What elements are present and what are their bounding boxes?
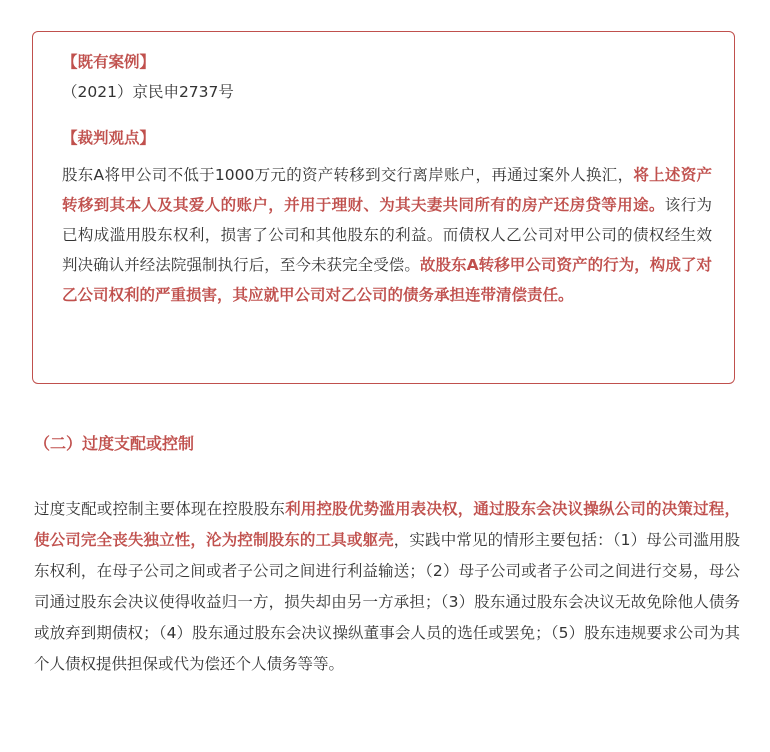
case-box <box>32 31 735 384</box>
ruling-highlight: 将上述资产转移到其本人及其爱人的账户，并用于理财、为其夫妻共同所有的房产还房贷等用途。 <box>62 166 712 214</box>
paragraph-text: ，实践中常见的情形主要包括：（1）母公司滥用股东权利，在母子公司之间或者子公司之间进行利益输送；（2）母子公司或者子公司之间进行交易，母公司通过股东会决议使得收益归一方，损失却由另一方承担；（3）股东通过股东会决议无故免除他人债务或放弃到期债权；（4）股东通过股东会决议操纵董事会人员的选任或罢免；（5）股东违规要求公司为其个人债权提供担保或代为偿还个人债务等等。 <box>34 531 740 673</box>
paragraph-highlight: 利用控股优势滥用表决权，通过股东会决议操纵公司的决策过程，使公司完全丧失独立性，沦为控制股东的工具或躯壳 <box>34 500 740 549</box>
section-paragraph <box>34 494 740 680</box>
ruling-highlight: 故股东A转移甲公司资产的行为，构成了对乙公司权利的严重损害，其应就甲公司对乙公司的债务承担连带清偿责任。 <box>62 256 712 304</box>
case-number: （2021）京民申2737号 <box>62 83 234 101</box>
ruling-text: 该行为已构成滥用股东权利，损害了公司和其他股东的利益。而债权人乙公司对甲公司的债权经生效判决确认并经法院强制执行后，至今未获完全受偿。 <box>62 196 712 274</box>
existing-case-heading: 【既有案例】 <box>62 53 156 71</box>
section-heading: （二）过度支配或控制 <box>34 434 195 453</box>
ruling-text: 股东A将甲公司不低于1000万元的资产转移到交行离岸账户，再通过案外人换汇， <box>62 166 634 184</box>
paragraph-text: 过度支配或控制主要体现在控股股东 <box>34 500 286 518</box>
ruling-heading: 【裁判观点】 <box>62 129 156 147</box>
ruling-paragraph <box>62 160 712 310</box>
